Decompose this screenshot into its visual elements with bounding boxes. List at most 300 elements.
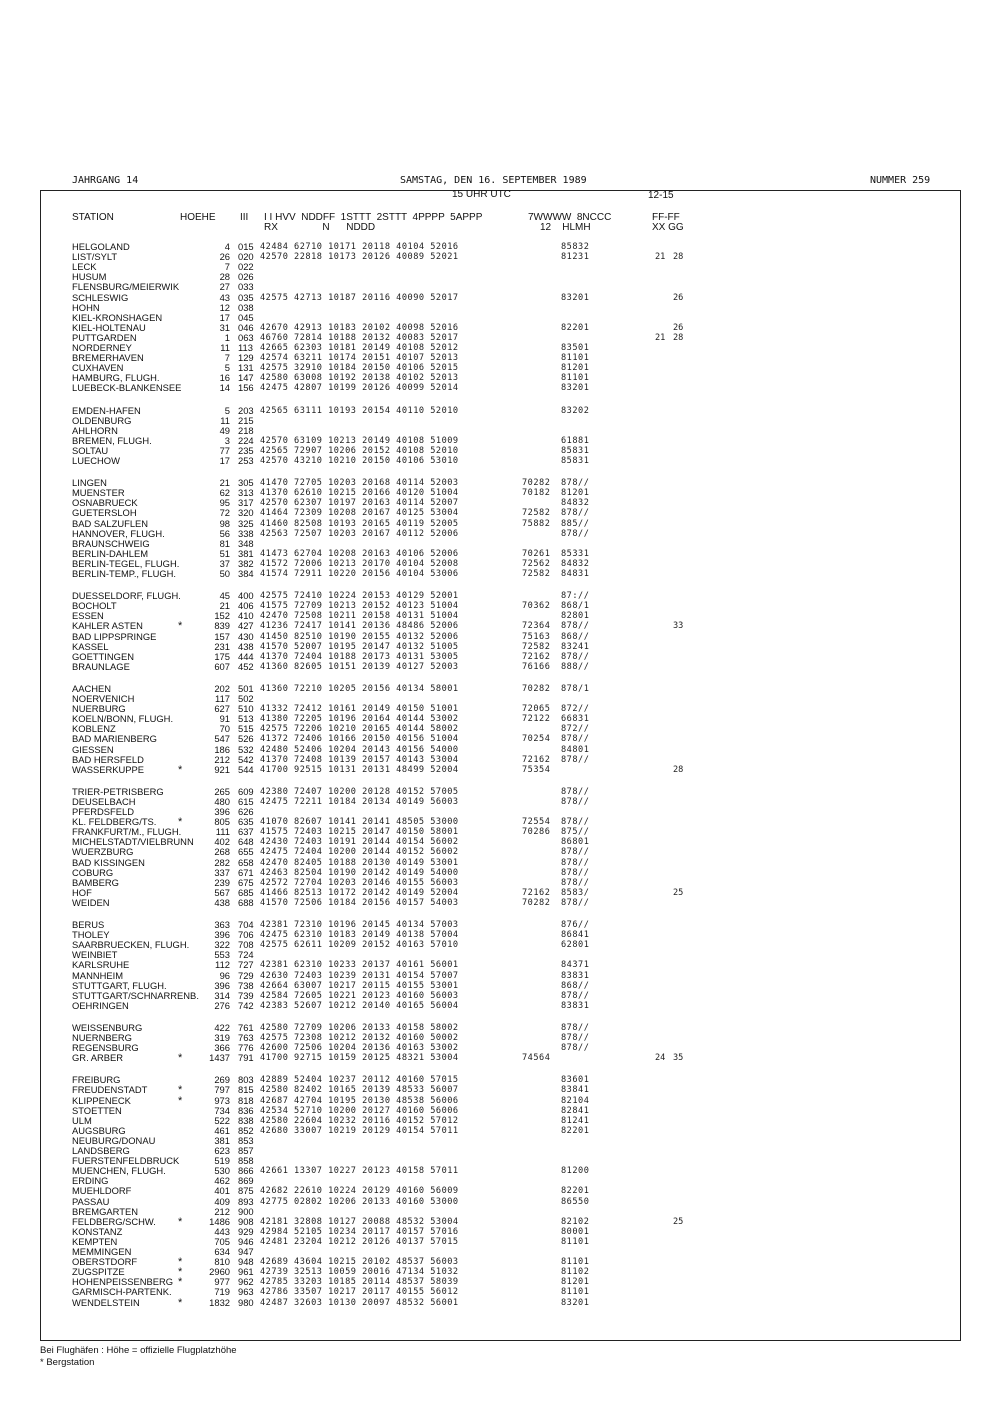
- station-height: 26: [219, 251, 230, 263]
- cloud-group: 83841: [561, 1085, 590, 1096]
- cloud-group: 868//: [561, 631, 590, 642]
- station-name: FRANKFURT/M., FLUGH.: [72, 826, 182, 838]
- station-height: 111: [215, 826, 230, 838]
- station-name: LECK: [72, 261, 97, 273]
- weather-group: 70254: [522, 734, 551, 745]
- station-height: 21: [219, 477, 230, 489]
- table-row: [0, 569, 1000, 579]
- gust-gg: 28: [673, 252, 684, 263]
- table-row: [0, 1176, 1000, 1186]
- station-name: AHLHORN: [72, 424, 118, 436]
- station-height: 1437: [209, 1052, 230, 1064]
- weather-group: 70282: [522, 897, 551, 908]
- gust-gg: 25: [673, 887, 684, 898]
- station-index: 510: [238, 703, 254, 715]
- station-index: 637: [238, 826, 254, 838]
- station-name: BOCHOLT: [72, 600, 117, 612]
- observation-groups: 42475 72404 10200 20144 40152 56002: [260, 847, 459, 858]
- station-name: WENDELSTEIN: [72, 1296, 140, 1308]
- weather-group: 72562: [522, 558, 551, 569]
- station-index: 452: [238, 660, 254, 672]
- cloud-group: 85831: [561, 456, 590, 466]
- station-name: MANNHEIM: [72, 969, 124, 981]
- station-height: 269: [214, 1074, 230, 1086]
- observation-groups: 42689 43604 10215 20102 48537 56003: [260, 1257, 459, 1268]
- station-name: MICHELSTADT/VIELBRUNN: [72, 836, 194, 848]
- station-name: MUENSTER: [72, 487, 125, 499]
- station-height: 43: [219, 291, 230, 303]
- observation-groups: 42739 32513 10059 20016 47134 51032: [260, 1267, 459, 1278]
- station-height: 265: [214, 785, 230, 797]
- observation-groups: 41332 72412 10161 20149 40150 51001: [260, 704, 459, 715]
- table-row: [0, 734, 1000, 744]
- station-name: KOELN/BONN, FLUGH.: [72, 713, 174, 725]
- table-row: [0, 1186, 1000, 1196]
- station-index: 305: [238, 477, 254, 489]
- observation-groups: 42181 32808 10127 20088 48532 53004: [260, 1216, 459, 1227]
- observation-groups: 42481 23204 10212 20126 40137 57015: [260, 1236, 459, 1247]
- station-index: 900: [238, 1205, 254, 1217]
- station-index: 729: [238, 969, 254, 981]
- cloud-group: 878//: [561, 847, 590, 858]
- station-name: KOBLENZ: [72, 723, 116, 735]
- station-index: 438: [238, 640, 254, 652]
- station-height: 37: [219, 557, 230, 569]
- station-height: 62: [219, 487, 230, 499]
- cloud-group: 85331: [561, 548, 590, 559]
- station-name: BREMGARTEN: [72, 1205, 138, 1217]
- station-height: 112: [215, 959, 230, 971]
- col-weather: 7WWWW 8NCCC: [528, 212, 612, 223]
- station-index: 026: [238, 271, 254, 283]
- station-index: 063: [238, 331, 254, 343]
- station-name: GOETTINGEN: [72, 650, 134, 662]
- table-row: [0, 1247, 1000, 1257]
- station-index: 384: [238, 568, 254, 579]
- station-name: THOLEY: [72, 929, 110, 941]
- gust-gg: 33: [673, 621, 684, 632]
- observation-groups: 41380 72205 10196 20164 40144 53002: [260, 714, 459, 725]
- station-index: 738: [238, 979, 254, 991]
- station-height: 1486: [209, 1215, 230, 1227]
- observation-groups: 42570 22818 10173 20126 40089 52021: [260, 252, 459, 263]
- station-name: KIEL-HOLTENAU: [72, 321, 146, 333]
- observation-groups: 41700 92515 10131 20131 48499 52004: [260, 764, 459, 775]
- observation-groups: 42430 72403 10191 20144 40154 56002: [260, 837, 459, 848]
- weather-group: 72364: [522, 621, 551, 632]
- station-name: SCHLESWIG: [72, 291, 129, 303]
- observation-groups: 41360 72210 10205 20156 40134 58001: [260, 683, 459, 694]
- cloud-group: 82841: [561, 1105, 590, 1116]
- observation-groups: 42575 42713 10187 20116 40090 52017: [260, 292, 459, 303]
- station-index: 325: [238, 517, 254, 529]
- station-index: 444: [238, 650, 254, 662]
- station-name: NORDERNEY: [72, 342, 132, 353]
- table-row: [0, 745, 1000, 755]
- station-name: CUXHAVEN: [72, 362, 124, 374]
- table-row: [0, 242, 1000, 252]
- station-name: BERLIN-DAHLEM: [72, 547, 149, 559]
- station-height: 175: [214, 650, 230, 662]
- station-height: 810: [214, 1256, 230, 1268]
- station-index: 675: [238, 876, 254, 888]
- observation-groups: 41372 72406 10166 20150 40156 51004: [260, 734, 459, 745]
- table-row: [0, 601, 1000, 611]
- observation-groups: 41370 62610 10215 20166 40120 51004: [260, 488, 459, 499]
- table-row: [0, 694, 1000, 704]
- table-row: [0, 262, 1000, 272]
- observation-groups: 42475 42807 10199 20126 40099 52014: [260, 383, 459, 394]
- station-height: 202: [214, 682, 230, 694]
- cloud-group: 81200: [561, 1166, 590, 1177]
- station-height: 5: [224, 404, 230, 416]
- cloud-group: 82102: [561, 1216, 590, 1227]
- table-row: [0, 282, 1000, 292]
- table-row: [0, 868, 1000, 878]
- mountain-station-marker: *: [178, 620, 183, 633]
- station-index: 655: [238, 846, 254, 858]
- station-height: 607: [214, 660, 230, 672]
- cloud-group: 86841: [561, 930, 590, 941]
- station-height: 152: [214, 610, 230, 622]
- observation-groups: 42380 72407 10200 20128 40152 57005: [260, 786, 459, 797]
- station-name: HUSUM: [72, 271, 107, 283]
- cloud-group: 878//: [561, 478, 590, 489]
- station-name: MUEHLDORF: [72, 1185, 132, 1197]
- cloud-group: 875//: [561, 827, 590, 838]
- observation-groups: 42580 22604 10232 20116 40152 57012: [260, 1115, 459, 1126]
- table-row: [0, 858, 1000, 868]
- station-name: FUERSTENFELDBRUCK: [72, 1155, 180, 1167]
- station-name: NUERBURG: [72, 703, 126, 715]
- cloud-group: 81102: [561, 1267, 590, 1278]
- cloud-group: 878//: [561, 897, 590, 908]
- cloud-group: 87://: [561, 591, 590, 602]
- station-height: 627: [214, 703, 230, 715]
- table-row: [0, 662, 1000, 672]
- mountain-station-marker: *: [178, 1094, 183, 1107]
- cloud-group: 83601: [561, 1075, 590, 1086]
- station-height: 401: [214, 1185, 230, 1197]
- table-row: [0, 837, 1000, 847]
- station-height: 5: [224, 362, 230, 374]
- table-row: [0, 1085, 1000, 1095]
- station-index: 224: [238, 434, 254, 446]
- station-index: 131: [238, 362, 254, 374]
- cloud-group: 84832: [561, 498, 590, 509]
- station-index: 513: [238, 713, 254, 725]
- station-index: 761: [238, 1021, 254, 1033]
- station-height: 396: [214, 929, 230, 941]
- station-height: 522: [214, 1114, 230, 1126]
- station-name: MUENCHEN, FLUGH.: [72, 1165, 166, 1177]
- station-name: OLDENBURG: [72, 414, 132, 426]
- cloud-group: 82201: [561, 1125, 590, 1136]
- station-index: 980: [238, 1296, 254, 1308]
- station-index: 526: [238, 733, 254, 745]
- observation-groups: 41466 82513 10172 20142 40149 52004: [260, 887, 459, 898]
- station-name: GUETERSLOH: [72, 507, 137, 519]
- table-row: [0, 797, 1000, 807]
- cloud-group: 82201: [561, 1186, 590, 1197]
- observation-groups: 42470 82405 10188 20130 40149 53001: [260, 857, 459, 868]
- cloud-group: 81241: [561, 1115, 590, 1126]
- col-codes: I I HVV NDDFF 1STTT 2STTT 4PPPP 5APPP: [264, 212, 483, 223]
- station-height: 7: [224, 352, 230, 364]
- cloud-group: 85832: [561, 242, 590, 252]
- station-name: KLIPPENECK: [72, 1094, 131, 1106]
- station-height: 98: [219, 517, 230, 529]
- station-index: 706: [238, 929, 254, 941]
- gust-ff: 21: [655, 252, 666, 263]
- station-name: AACHEN: [72, 682, 112, 694]
- observation-groups: 41370 72404 10188 20173 40131 53005: [260, 651, 459, 662]
- station-height: 51: [219, 547, 230, 559]
- weather-group: 76166: [522, 661, 551, 672]
- station-name: HAMBURG, FLUGH.: [72, 372, 160, 384]
- station-name: KARLSRUHE: [72, 959, 130, 971]
- mountain-station-marker: *: [178, 1266, 183, 1279]
- cloud-group: 878/1: [561, 683, 590, 694]
- station-height: 973: [214, 1094, 230, 1106]
- table-row: [0, 1298, 1000, 1308]
- gust-gg: 25: [673, 1216, 684, 1227]
- cloud-group: 878//: [561, 1043, 590, 1054]
- table-row: [0, 353, 1000, 363]
- observation-groups: 42381 62310 10233 20137 40161 56001: [260, 960, 459, 971]
- observation-groups: 42575 72206 10210 20165 40144 58002: [260, 724, 459, 735]
- station-name: COBURG: [72, 866, 114, 878]
- cloud-group: 83201: [561, 383, 590, 394]
- observation-groups: 41070 82607 10141 20141 48505 53000: [260, 817, 459, 828]
- station-name: GR. ARBER: [72, 1052, 124, 1064]
- station-height: 422: [214, 1021, 230, 1033]
- observation-groups: 42570 62307 10197 20163 40114 52007: [260, 498, 459, 509]
- weather-group: 72582: [522, 641, 551, 652]
- station-index: 836: [238, 1104, 254, 1116]
- station-name: GARMISCH-PARTENK.: [72, 1286, 172, 1298]
- station-index: 838: [238, 1114, 254, 1126]
- station-name: PUTTGARDEN: [72, 331, 137, 343]
- observation-groups: 42575 72410 10224 20153 40129 52001: [260, 591, 459, 602]
- station-height: 96: [219, 969, 230, 981]
- mountain-station-marker: *: [178, 1276, 183, 1289]
- station-index: 708: [238, 939, 254, 951]
- station-index: 147: [238, 372, 254, 384]
- table-row: [0, 652, 1000, 662]
- table-row: [0, 333, 1000, 343]
- table-row: [0, 888, 1000, 898]
- observation-groups: 41464 72309 10208 20167 40125 53004: [260, 508, 459, 519]
- observation-groups: 42484 62710 10171 20118 40104 52016: [260, 242, 459, 252]
- cloud-group: 83241: [561, 641, 590, 652]
- station-index: 658: [238, 856, 254, 868]
- station-index: 382: [238, 557, 254, 569]
- gust-gg: 26: [673, 322, 684, 333]
- station-height: 14: [219, 382, 230, 394]
- cloud-group: 878//: [561, 508, 590, 519]
- table-row: [0, 1287, 1000, 1297]
- weather-group: 75882: [522, 518, 551, 529]
- observation-groups: 42534 52710 10200 20127 40160 56006: [260, 1105, 459, 1116]
- weather-group: 72122: [522, 714, 551, 725]
- table-row: [0, 920, 1000, 930]
- station-index: 929: [238, 1225, 254, 1237]
- station-index: 626: [238, 806, 254, 817]
- cloud-group: 81101: [561, 1287, 590, 1298]
- col-codes-sub: RX N NDDD: [264, 222, 376, 233]
- station-name: OSNABRUECK: [72, 497, 138, 509]
- station-name: PASSAU: [72, 1195, 110, 1207]
- observation-groups: 42580 82402 10165 20139 48533 56007: [260, 1085, 459, 1096]
- mountain-station-marker: *: [178, 1084, 183, 1097]
- table-row: [0, 684, 1000, 694]
- station-name: TRIER-PETRISBERG: [72, 785, 164, 797]
- mountain-station-marker: *: [178, 1296, 183, 1309]
- station-height: 3: [224, 434, 230, 446]
- cloud-group: 86801: [561, 837, 590, 848]
- station-index: 671: [238, 866, 254, 878]
- station-index: 776: [238, 1042, 254, 1054]
- station-index: 203: [238, 404, 254, 416]
- station-name: KASSEL: [72, 640, 109, 652]
- station-index: 215: [238, 414, 254, 426]
- cloud-group: 878//: [561, 786, 590, 797]
- cloud-group: 868/1: [561, 601, 590, 612]
- station-name: KIEL-KRONSHAGEN: [72, 311, 163, 323]
- station-height: 31: [219, 321, 230, 333]
- station-index: 218: [238, 424, 254, 436]
- station-index: 515: [238, 723, 254, 735]
- station-height: 363: [214, 919, 230, 930]
- station-height: 17: [219, 311, 230, 323]
- table-row: [0, 293, 1000, 303]
- observation-groups: 41570 72506 10184 20156 40157 54003: [260, 897, 459, 908]
- observation-groups: 41236 72417 10141 20136 48486 52006: [260, 621, 459, 632]
- cloud-group: 888//: [561, 661, 590, 672]
- station-height: 50: [219, 568, 230, 579]
- station-height: 1: [224, 331, 230, 343]
- observation-groups: 41575 72403 10215 20147 40150 58001: [260, 827, 459, 838]
- table-row: [0, 642, 1000, 652]
- station-index: 615: [238, 795, 254, 807]
- cloud-group: 878//: [561, 857, 590, 868]
- observation-groups: 42381 72310 10196 20145 40134 57003: [260, 920, 459, 930]
- station-index: 893: [238, 1195, 254, 1207]
- station-name: BERLIN-TEGEL, FLUGH.: [72, 557, 180, 569]
- weather-group: 72582: [522, 569, 551, 579]
- station-height: 337: [214, 866, 230, 878]
- station-name: ERDING: [72, 1175, 109, 1187]
- cloud-group: 62801: [561, 940, 590, 951]
- cloud-group: 80001: [561, 1226, 590, 1237]
- station-index: 853: [238, 1134, 254, 1146]
- station-index: 815: [238, 1084, 254, 1096]
- cloud-group: 81101: [561, 1257, 590, 1268]
- station-height: 276: [214, 999, 230, 1011]
- station-height: 28: [219, 271, 230, 283]
- station-name: AUGSBURG: [72, 1124, 126, 1136]
- station-index: 946: [238, 1235, 254, 1247]
- station-index: 818: [238, 1094, 254, 1106]
- station-index: 020: [238, 251, 254, 263]
- station-height: 567: [214, 886, 230, 898]
- station-name: LUEBECK-BLANKENSEE: [72, 382, 182, 394]
- observation-groups: 42480 52406 10204 20143 40156 54000: [260, 744, 459, 755]
- observation-groups: 42575 72308 10212 20132 40160 50002: [260, 1033, 459, 1043]
- station-height: 49: [219, 424, 230, 436]
- station-height: 547: [214, 733, 230, 745]
- station-height: 1832: [209, 1296, 230, 1308]
- station-name: FREIBURG: [72, 1074, 121, 1086]
- station-index: 947: [238, 1246, 254, 1257]
- station-name: BAD KISSINGEN: [72, 856, 145, 868]
- station-index: 502: [238, 693, 254, 704]
- observation-groups: 42563 72507 10203 20167 40112 52006: [260, 528, 459, 539]
- weather-group: 70282: [522, 478, 551, 489]
- station-index: 038: [238, 301, 254, 313]
- station-index: 648: [238, 836, 254, 848]
- station-index: 961: [238, 1266, 254, 1278]
- col-iii: III: [240, 212, 249, 223]
- station-height: 438: [214, 896, 230, 908]
- cloud-group: 84832: [561, 558, 590, 569]
- station-name: BERUS: [72, 919, 105, 930]
- station-index: 320: [238, 507, 254, 519]
- weather-group: 70362: [522, 601, 551, 612]
- station-height: 239: [214, 876, 230, 888]
- station-height: 11: [220, 414, 230, 426]
- station-height: 805: [214, 816, 230, 828]
- station-height: 921: [214, 763, 230, 775]
- observation-groups: 42487 32603 10130 20097 48532 56001: [260, 1297, 459, 1308]
- table-row: [0, 971, 1000, 981]
- observation-groups: 41450 82510 10190 20155 40132 52006: [260, 631, 459, 642]
- col-station: STATION: [72, 212, 114, 223]
- station-index: 129: [238, 352, 254, 364]
- table-row: [0, 478, 1000, 488]
- cloud-group: 878//: [561, 990, 590, 1001]
- observation-groups: 42630 72403 10239 20131 40154 57007: [260, 970, 459, 981]
- col-hoehe: HOEHE: [180, 212, 216, 223]
- table-row: [0, 1116, 1000, 1126]
- station-index: 791: [238, 1052, 254, 1064]
- station-height: 2960: [209, 1266, 230, 1278]
- table-row: [0, 519, 1000, 529]
- station-name: KAHLER ASTEN: [72, 620, 143, 632]
- cloud-group: 878//: [561, 1033, 590, 1043]
- observation-groups: 42383 52607 10212 20140 40165 56004: [260, 1000, 459, 1011]
- station-name: HELGOLAND: [72, 241, 130, 252]
- station-index: 962: [238, 1276, 254, 1288]
- cloud-group: 81201: [561, 488, 590, 499]
- station-name: LIST/SYLT: [72, 251, 118, 263]
- cloud-group: 82201: [561, 322, 590, 333]
- observation-groups: 42570 43210 10210 20150 40106 53010: [260, 456, 459, 466]
- observation-groups: 42470 72508 10211 20158 40131 51004: [260, 611, 459, 622]
- station-index: 532: [238, 743, 254, 755]
- table-row: [0, 539, 1000, 549]
- station-name: STUTTGART, FLUGH.: [72, 979, 167, 991]
- table-row: [0, 632, 1000, 642]
- station-name: NEUBURG/DONAU: [72, 1134, 156, 1146]
- table-row: [0, 1043, 1000, 1053]
- station-name: KL. FELDBERG/TS.: [72, 816, 157, 828]
- table-row: [0, 1075, 1000, 1085]
- station-name: OBERSTDORF: [72, 1256, 138, 1268]
- observation-groups: 42565 63111 10193 20154 40110 52010: [260, 405, 459, 416]
- weather-group: 70261: [522, 548, 551, 559]
